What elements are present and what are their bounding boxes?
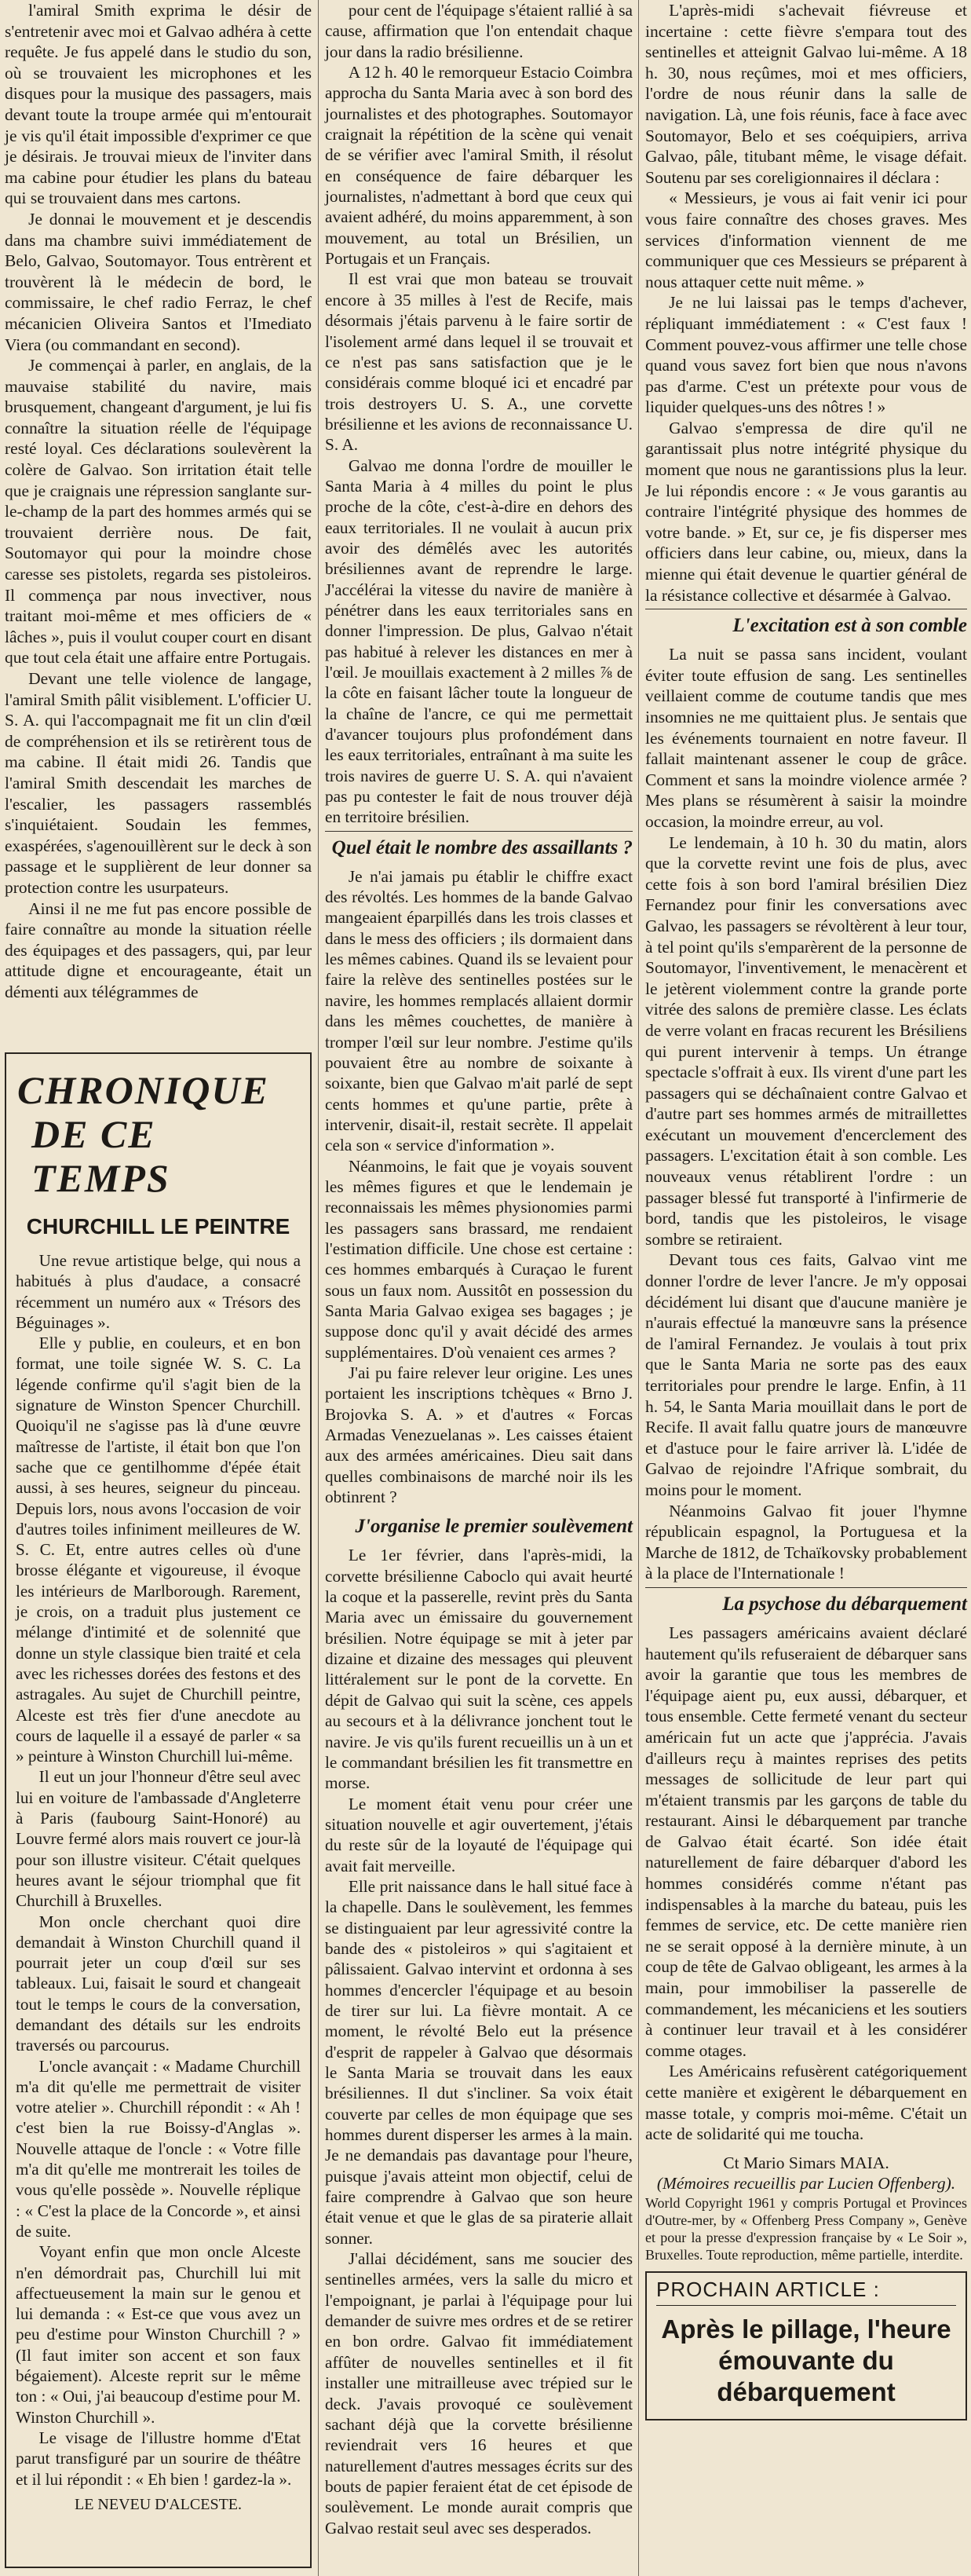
article-paragraph: Le moment était venu pour créer une situation nouvelle et agir ouvertement, j'étais du reste sûr de la loyauté de l'équipage qui avait fait merveille. xyxy=(325,1794,633,1875)
article-paragraph: Néanmoins, le fait que je voyais souvent les mêmes figures et que le lendemain je reconnaissais les mêmes physionomies parmi les passagers sans brassard, me rendaient l'estimation difficile. Une chose est certaine : ces hommes embarqués à Curaçao le furent sous un faux nom. Aussitôt en possession du Santa Maria Galvao exigea ses bagages ; je suppose donc qu'il y avait décidé des armes supplémentaires. D'où venaient ces armes ? xyxy=(325,1156,633,1362)
author-note: (Mémoires recueillis par Lucien Offenberg). xyxy=(656,2174,956,2194)
chronique-body xyxy=(6,1250,310,2515)
copyright-credit: World Copyright 1961 y compris Portugal et Provinces d'Outre-mer, by « Offenberg Press Company », Genève et pour la presse d'expression française by « Le Soir », Bruxelles. Toute reproduction, même partielle, interdite. xyxy=(645,2194,967,2263)
article-column-2 xyxy=(325,0,633,2538)
article-paragraph: Je donnai le mouvement et je descendis dans ma chambre suivi immédiatement de Belo, Galvao, Soutomayor. Tous entrèrent et trouvèrent là le médecin de bord, le commissaire, le chef radio Ferraz, le chef mécanicien Oliveira Santos et l'Imediato Viera (ou commandant en second). xyxy=(5,209,312,354)
article-author xyxy=(645,2153,967,2194)
article-paragraph: Il est vrai que mon bateau se trouvait encore à 35 milles à l'est de Recife, mais désormais j'étais parvenu à le faire sortir de l'isolement armé dans lequel il se trouvait et ce n'est pas sans satisfaction que je le considérais comme bloqué ici et encadré par trois destroyers U. S. A., une corvette brésilienne et les avions de reconnaissance U. S. A. xyxy=(325,269,633,455)
article-paragraph: Je ne lui laissai pas le temps d'achever, répliquant immédiatement : « C'est faux ! Comment pouvez-vous affirmer une telle chose quand vous savez fort bien que nous n'avons pas d'arme. C'est un prétexte pour vous de liquider quelques-uns des nôtres ! » xyxy=(645,293,967,417)
chronique-heading: CHURCHILL LE PEINTRE xyxy=(26,1214,290,1239)
chronique-box xyxy=(5,1052,312,2568)
article-column-1 xyxy=(5,0,312,1003)
next-article-title: Après le pillage, l'heure émouvante du débarquement xyxy=(661,2314,951,2406)
article-paragraph: « Messieurs, je vous ai fait venir ici pour vous faire connaître des choses graves. Mes services d'information viennent de me communiquer que ces Messieurs se préparent à nous attaquer cette nuit même. » xyxy=(645,188,967,291)
chronique-paragraph: Elle y publie, en couleurs, et en bon format, une toile signée W. S. C. La légende confirme qu'il s'agit bien de la signature de Winston Spencer Churchill. Quoiqu'il ne s'agisse pas là d'une œuvre maîtresse de l'artiste, il était bon que l'on sache que ce gentilhomme d'épée était aussi, à ses heures, seigneur du pinceau. Depuis lors, nous avons l'occasion de voir d'autres toiles infiniment meilleures de W. S. C. Et, entre autres celles où d'une brosse élégante et vigoureuse, il évoque les intérieurs de Marlborough. Rarement, je crois, on a traduit plus justement ce mélange d'intimité et de solennité que donne un style classique bien traité et cela avec les richesses dorées des festons et des astragales. Au sujet de Churchill peintre, Alceste est très fier d'une anecdote au cours de laquelle il a essayé de parler « sa » peinture à Winston Churchill lui-même. xyxy=(16,1334,301,1766)
chronique-signoff: LE NEVEU D'ALCESTE. xyxy=(74,2495,243,2513)
chronique-title-line: CHRONIQUE xyxy=(17,1068,269,1112)
section-heading: La psychose du débarquement xyxy=(645,1587,967,1621)
next-article-label: PROCHAIN ARTICLE : xyxy=(656,2279,956,2306)
article-paragraph: Devant une telle violence de langage, l'amiral Smith pâlit visiblement. L'officier U. S. A. qui l'accompagnait me fit un clin d'œil de compréhension et ils se retirèrent tous de ma cabine. Il était midi 26. Tandis que l'amiral Smith descendait les marches de l'escalier, les passagers rassemblés s'inquiétaient. Soudain les femmes, exaspérées, s'agenouillèrent sur le deck à son passage et le supplièrent de leur donner sa protection contre les usurpateurs. xyxy=(5,669,312,897)
article-paragraph: A 12 h. 40 le remorqueur Estacio Coimbra approcha du Santa Maria avec à son bord des journalistes et des photographes. Soutomayor craignait la répétition de la scène qui venait de se vérifier avec l'amiral Smith, il résolut en conséquence de faire débarquer les journalistes, n'admettant à bord que ceux qui avaient adhéré, du moins apparemment, à son mouvement, au total un Brésilien, un Portugais et un Français. xyxy=(325,63,633,269)
article-paragraph: Elle prit naissance dans le hall situé face à la chapelle. Dans le soulèvement, les femmes se distinguaient par leur agressivité contre la bande des « pistoleiros » qui s'agitaient et pâlissaient. Galvao intervint et ordonna à ses hommes d'encercler l'équipage et au besoin de tirer sur lui. La fièvre montait. A ce moment, le révolté Belo eut la présence d'esprit de rappeler à Galvao que désormais le Santa Maria se trouvait dans les eaux brésiliennes. Il dut s'incliner. Sa voix était couverte par celles de mon équipage que ses hommes durent disperser les armes à la main. Je ne demandais pas davantage pour l'heure, puisque j'avais atteint mon objectif, celui de faire comprendre à Galvao que son heure était venue et que le glas de sa piraterie allait sonner. xyxy=(325,1876,633,2248)
chronique-paragraph: Mon oncle cherchant quoi dire demandait à Winston Churchill quand il pourrait jeter un coup d'œil sur ses tableaux. Lui, faisait le sourd et changeait tout le temps le cours de la conversation, demandant des détails sur les endroits traversés ou parcourus. xyxy=(16,1912,301,2055)
article-paragraph: J'allai décidément, sans me soucier des sentinelles armées, vers la salle du micro et l'empoignant, je parlai à l'équipage pour lui demander de suivre mes ordres et de se retirer en bon ordre. Galvao fit immédiatement affûter de nouvelles sentinelles et il fit installer une mitrailleuse avec trépied sur le deck. J'avais provoqué ce soulèvement sachant déjà que la corvette brésilienne reviendrait vers 16 heures et que naturellement d'autres messages écrits sur des bouts de papier feraient état de cet épisode de soulèvement. Le monde aurait compris que Galvao restait seul avec ses desperados. xyxy=(325,2249,633,2538)
section-heading: Quel était le nombre des assaillants ? xyxy=(325,831,633,865)
article-paragraph: Le lendemain, à 10 h. 30 du matin, alors que la corvette revint une fois de plus, avec cette fois à son bord l'amiral brésilien Diez Fernandez pour finir les conversations avec Galvao, les passagers se révoltèrent à leur tour, à tel point qu'ils s'emparèrent de la personne de Soutomayor, l'inventivement, le menacèrent et le jetèrent violemment contre la grande porte vitrée des salons de première classe. Les éclats de verre volant en fracas recurent les Brésiliens qui purent intervenir à temps. Un étrange spectacle s'offrait à eux. Ils virent d'une part les passagers qui se déchaînaient contre Galvao et d'autre part ses hommes armés de mitraillettes exécutant un mouvement d'encerclement des passagers. L'excitation était à son comble. Les nouveaux venus rétablirent l'ordre : un passager blessé fut transporté à l'infirmerie de bord, tandis que les pistoleiros, le visage sombre se retiraient. xyxy=(645,832,967,1249)
section-heading: J'organise le premier soulèvement xyxy=(355,1516,633,1538)
chronique-paragraph: Il eut un jour l'honneur d'être seul avec lui en voiture de l'ambassade d'Angleterre à Paris (faubourg Saint-Honoré) au Louvre fermé alors mais rouvert ce jour-là pour son illustre visiteur. C'était quelques heures avant le séjour triomphal que fit Churchill à Bruxelles. xyxy=(16,1767,301,1911)
next-article-box xyxy=(645,2271,967,2420)
chronique-title-line: DE CE TEMPS xyxy=(31,1112,170,1200)
article-paragraph: Je commençai à parler, en anglais, de la mauvaise stabilité du navire, mais brusquement, changeant d'argument, je lui fis connaître la situation réelle de l'équipage resté loyal. Ces déclarations soulevèrent la colère de Galvao. Son irritation était telle que je craignais une répression sanglante sur-le-champ de la part des hommes armés qui se trouvaient derrière nous. De fait, Soutomayor qui pour la moindre chose caresse ses pistolets, regarda ses pistoleiros. Il commença par nous invectiver, nous traitant moi-même et mes officiers de « lâches », puis il voulut couper court en disant que tout cela était une affaire entre Portugais. xyxy=(5,356,312,668)
chronique-paragraph: Voyant enfin que mon oncle Alceste n'en démordrait pas, Churchill lui mit affectueusement la main sur le genou et lui demanda : « Est-ce que vous avez un peu d'estime pour Winston Churchill ? » (Il faut imiter son accent et son faux bégaiement). Alceste reprit sur le même ton : « Oui, j'ai beaucoup d'estime pour M. Winston Churchill ». xyxy=(16,2242,301,2427)
column-rule xyxy=(318,0,319,2576)
chronique-title xyxy=(6,1054,310,1203)
article-paragraph: L'après-midi s'achevait fiévreuse et incertaine : cette fièvre s'empara tout des sentinelles et atteignit Galvao lui-même. A 18 h. 30, nous reçûmes, moi et mes officiers, l'ordre de nous réunir dans la salle de navigation. Là, une fois réunis, face à face avec Soutomayor, Belo et ses coéquipiers, arriva Galvao, pâle, titubant même, le visage défait. Soutenu par ses coreligionnaires il déclara : xyxy=(645,1,967,187)
article-paragraph: Les Américains refusèrent catégoriquement cette manière et exigèrent le débarquement en masse totale, y compris moi-même. C'était un acte de solidarité qui me toucha. xyxy=(645,2062,967,2144)
column-rule xyxy=(638,0,639,2576)
article-paragraph: Le 1er février, dans l'après-midi, la corvette brésilienne Caboclo qui avait heurté la coque et la passerelle, revint près du Santa Maria avec un émissaire du gouvernement brésilien. Notre équipage se mit à jeter par dizaine et dizaine des messages qui pleuvent littéralement sur le pont de la corvette. En dépit de Galvao qui suit la scène, ces appels au secours et à la délivrance jonchent tout le navire. Je vis qu'ils furent recueillis un à un et le commandant brésilien les fit transmettre en morse. xyxy=(325,1546,633,1793)
article-paragraph: J'ai pu faire relever leur origine. Les unes portaient les inscriptions tchèques « Brno J. Brojovka S. A. » et d'autres « Forcas Armadas Venezuelanas ». Les caisses étaient aux des armées américaines. Dieu sait dans quelles combinaisons de marché noir ils les obtinrent ? xyxy=(325,1363,633,1507)
article-paragraph: Les passagers américains avaient déclaré hautement qu'ils refuseraient de débarquer sans avoir la garantie que tous les membres de l'équipage aient pu, eux aussi, débarquer, et tous ensemble. Cette fermeté venant du secteur américain fut un acte que j'apprécia. J'avais d'ailleurs reçu à maintes reprises des petits messages de sollicitude de leur part qui m'étaient transmis par les garçons de table du restaurant. Ainsi le débarquement par tranche de Galvao était écarté. Son idée était naturellement de faire débarquer d'abord les hommes considérés comme n'étant pas indispensables à la marche du bateau, puis les femmes de service, etc. De cette manière rien ne se serait opposé à la dernière minute, à un coup de tête de Galvao obligeant, les armes à la main, pour immobiliser la passerelle de commandement, les mécaniciens et les soutiers à continuer leur travail et à les considérer comme otages. xyxy=(645,1623,967,2060)
article-column-3 xyxy=(645,0,967,2420)
chronique-paragraph: Le visage de l'illustre homme d'Etat parut transfiguré par un sourire de théâtre et il lui répondit : « Eh bien ! gardez-la ». xyxy=(16,2428,301,2489)
section-heading: L'excitation est à son comble xyxy=(645,609,967,642)
article-paragraph: Devant tous ces faits, Galvao vint me donner l'ordre de lever l'ancre. Je m'y opposai décidément lui disant que d'aucune manière je n'aurais effectué la manœuvre sans la présence de l'amiral Fernandez. Je voulais à tout prix que le Santa Maria ne sorte pas des eaux territoriales pour prendre le large. Enfin, à 11 h. 54, le Santa Maria mouillait dans le port de Recife. Il avait fallu quatre jours de manœuvre et d'astuce pour le faire arriver là. L'idée de Galvao de rejoindre l'Afrique sombrait, du moins pour le moment. xyxy=(645,1250,967,1499)
article-paragraph: Je n'ai jamais pu établir le chiffre exact des révoltés. Les hommes de la bande Galvao mangeaient éparpillés dans les trois classes et dans le mess des officiers ; ils dormaient dans les mêmes cabines. Quand ils se levaient pour faire la relève des sentinelles postées sur le navire, les hommes remplacés allaient dormir dans les mêmes couchettes, de manière à tromper l'œil sur leur nombre. J'estime qu'ils pouvaient être au nombre de soixante à soixante, bien que Galvao m'ait parlé de sept cents hommes et qu'une partie, prête à intervenir, disait-il, restait secrète. Il appelait cela son « service d'information ». xyxy=(325,866,633,1155)
article-paragraph: Galvao s'empressa de dire qu'il ne garantissait plus notre intégrité physique du moment que nous ne garantissions plus la leur. Je lui répondis encore : « Je vous garantis au contraire l'intégrité physique des hommes de votre bande. » Et, sur ce, je fis disperser mes officiers dans leur cabine, ou, mieux, dans la mienne qui était devenue le quartier général de la résistance collective et désarmée à Galvao. xyxy=(645,418,967,605)
article-paragraph: l'amiral Smith exprima le désir de s'entretenir avec moi et Galvao adhéra à cette requête. Je fus appelé dans le studio du son, où se trouvaient les microphones et les disques pour la musique des passagers, mais devant toute la troupe armée qui m'entourait je vis qu'il était impossible d'exprimer ce que je désirais. Je trouvai mieux de l'inviter dans ma cabine pour étudier les plans du bateau qui se trouvaient dans mes cartons. xyxy=(5,1,312,208)
chronique-paragraph: Une revue artistique belge, qui nous a habitués à plus d'audace, a consacré récemment un numéro aux « Trésors des Béguinages ». xyxy=(16,1251,301,1332)
chronique-paragraph: L'oncle avançait : « Madame Churchill m'a dit qu'elle me permettrait de visiter votre atelier ». Churchill répondit : « Ah ! c'est bien la rue Boissy-d'Anglas ». Nouvelle attaque de l'oncle : « Votre fille m'a dit qu'elle me montrerait les toiles de vous qu'elle possède ». Nouvelle réplique : « C'est la place de la Concorde », et ainsi de suite. xyxy=(16,2056,301,2241)
article-paragraph: La nuit se passa sans incident, voulant éviter toute effusion de sang. Les sentinelles veillaient comme de coutume tandis que mes insomnies ne me quittaient plus. Je sentais que les événements tournaient en notre faveur. Il fallait maintenant assener le coup de grâce. Comment et sans la moindre violence armée ? Mes plans se résumèrent à saisir la moindre occasion, la moindre erreur, au vol. xyxy=(645,645,967,831)
article-paragraph: pour cent de l'équipage s'étaient rallié à sa cause, affirmation que l'on entendait chaque jour dans la radio brésilienne. xyxy=(325,1,633,61)
article-paragraph: Galvao me donna l'ordre de mouiller le Santa Maria à 4 milles du point le plus proche de la côte, c'est-à-dire en dehors des eaux territoriales. Il ne voulait à aucun prix avoir des démêlés avec les autorités brésiliennes avant de reprendre le large. J'accélérai la vitesse du navire de manière à pénétrer dans les eaux territoriales sans en donner l'impression. De plus, Galvao n'était pas habitué à relever les distances en mer à l'œil. Je mouillais exactement à 2 milles ⅞ de la côte en faisant lâcher toute la longueur de la chaîne de l'ancre, ce qui me permettait d'avancer toujours plus profondément dans les eaux territoriales, entraînant à ma suite les trois navires de guerre U. S. A. qui n'avaient pas pu contester le fait de nous trouver déjà en territoire brésilien. xyxy=(325,456,633,827)
author-name: Ct Mario Simars MAIA. xyxy=(723,2153,889,2172)
article-paragraph: Ainsi il ne me fut pas encore possible de faire connaître au monde la situation réelle des équipages et des passagers, qui, par leur attitude digne et encourageante, était un démenti aux télégrammes de xyxy=(5,898,312,1001)
article-paragraph: Néanmoins Galvao fit jouer l'hymne républicain espagnol, la Portuguesa et la Marche de 1812, de Tchaïkovsky probablement à la place de l'Internationale ! xyxy=(645,1501,967,1583)
